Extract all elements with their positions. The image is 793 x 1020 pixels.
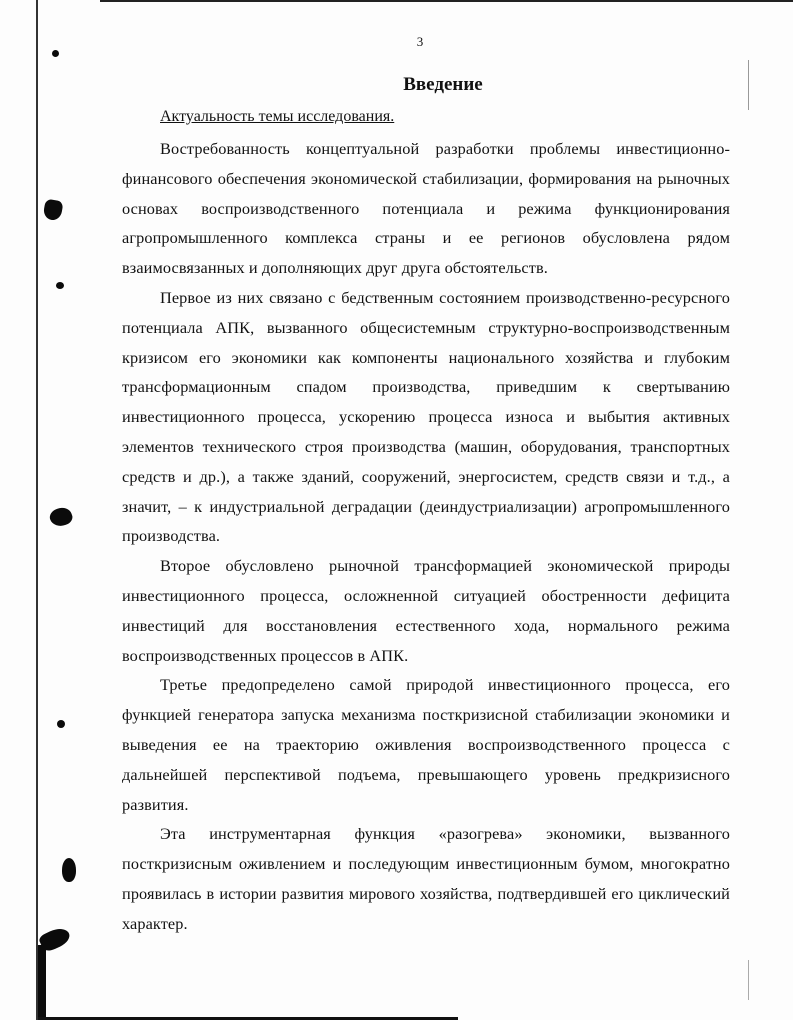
page-number: 3 [416,34,424,49]
scan-mark-right-lower [748,960,749,1000]
paragraph: Третье предопределено самой природой инвестиционного процесса, его функцией генератора запуска механизма посткризисной стабилизации экономики и выведения ее на траекторию оживления воспроизводственного процесса с дальнейшей перспективой подъема, превышающего уровень предкризисного развития. [122,675,730,814]
punch-hole-mark [62,858,76,882]
punch-hole-mark [56,282,64,289]
paragraph: Востребованность концептуальной разработки проблемы инвестиционно-финансового обеспечения экономической стабилизации, формирования на рыночных основах воспроизводственного потенциала и режима функционирования агропромышленного комплекса страны и ее регионов обусловлена рядом взаимосвязанных и дополняющих друг друга обстоятельств. [122,139,730,278]
paragraph: Первое из них связано с бедственным состоянием производственно-ресурсного потенциала АПК, вызванного общесистемным структурно-воспроизводственным кризисом его экономики как компоненты национального хозяйства и глубоким трансформационным спадом производства, приведшим к свертыванию инвестиционного процесса, ускорению процесса износа и выбытия активных элементов технического строя производства (машин, оборудования, транспортных средств и др.), а также зданий, сооружений, энергосистем, средств связи и т.д., а значит, – к индустриальной деградации (деиндустриализации) агропромышленного производства. [122,287,730,546]
paragraph: Эта инструментарная функция «разогрева» экономики, вызванного посткризисным оживлением и последующим инвестиционным бумом, многократно проявилась в истории развития мирового хозяйства, подтвердившей его циклический характер. [122,824,730,933]
punch-hole-mark [52,50,59,57]
paragraph: Второе обусловлено рыночной трансформацией экономической природы инвестиционного процесса, осложненной ситуацией обостренности дефицита инвестиций для восстановления естественного хода, нормального режима воспроизводственных процессов в АПК. [122,556,730,665]
scan-edge-left [36,0,38,1020]
punch-hole-mark [48,505,75,529]
punch-hole-mark [38,945,46,1017]
body-text [122,134,730,939]
scan-edge-top [100,0,793,2]
section-subtitle: Актуальность темы исследования. [160,108,395,125]
punch-hole-mark [57,720,65,728]
punch-hole-mark [42,199,63,222]
scan-mark-right [748,60,749,110]
page-title: Введение [403,74,483,95]
